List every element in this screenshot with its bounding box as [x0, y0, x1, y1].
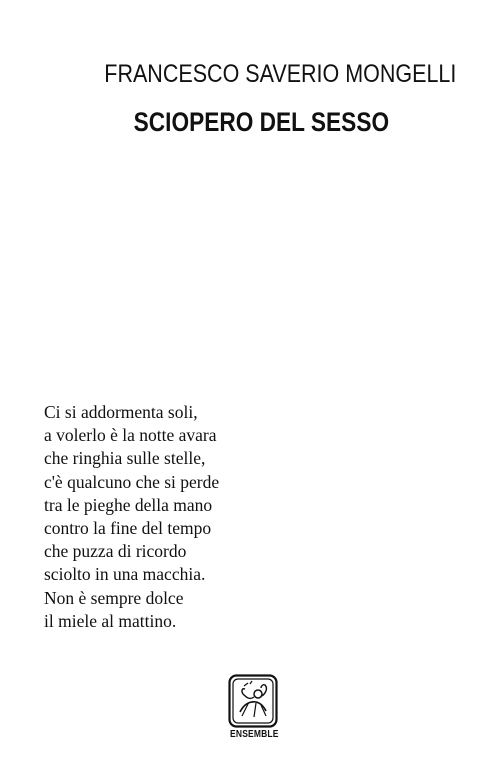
poem-line: c'è qualcuno che si perde — [44, 471, 220, 492]
poem-line: che ringhia sulle stelle, — [44, 448, 206, 469]
poem-line: a volerlo è la notte avara — [44, 425, 217, 446]
poem-line: sciolto in una macchia. — [44, 564, 206, 585]
poem-line: il miele al mattino. — [44, 610, 177, 631]
book-title: SCIOPERO DEL SESSO — [133, 107, 389, 137]
publisher-name: ENSEMBLE — [230, 729, 279, 740]
publisher-logo — [226, 674, 280, 740]
poem-line: Ci si addormenta soli, — [44, 402, 198, 422]
poem-line: Non è sempre dolce — [44, 587, 184, 608]
angel-figure-icon — [228, 674, 278, 728]
poem-excerpt — [44, 401, 219, 633]
author-name: FRANCESCO SAVERIO MONGELLI — [103, 60, 456, 88]
poem-line: che puzza di ricordo — [44, 541, 187, 562]
poem-line: contro la fine del tempo — [44, 518, 212, 539]
poem-line: tra le pieghe della mano — [44, 494, 213, 515]
